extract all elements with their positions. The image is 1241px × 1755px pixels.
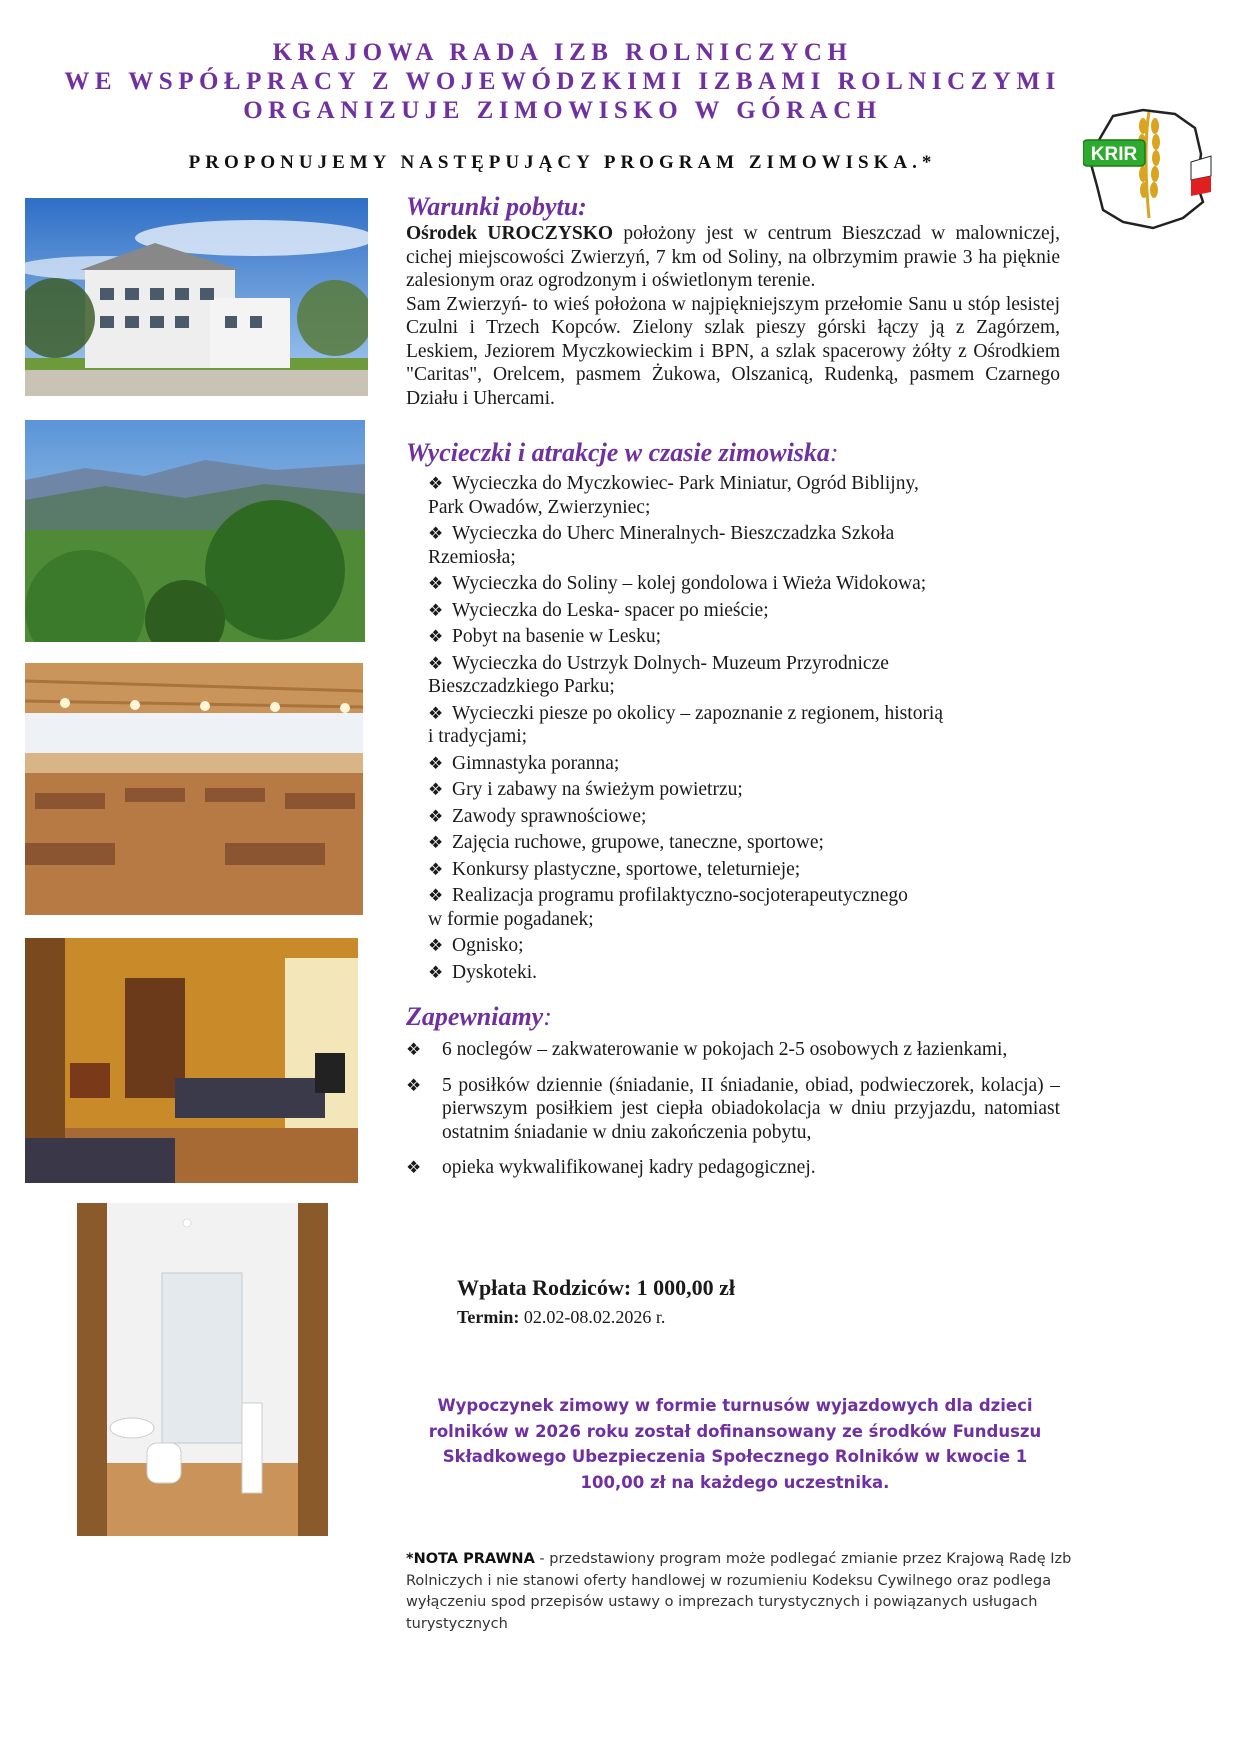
program-subtitle: PROPONUJEMY NASTĘPUJĄCY PROGRAM ZIMOWISKA.*: [188, 152, 937, 173]
parents-payment: Wpłata Rodziców: 1 000,00 zł: [457, 1275, 736, 1300]
trip-item: [406, 572, 1060, 596]
trip-item-text: Wycieczka do Soliny – kolej gondolowa i Wieża Widokowa;: [452, 573, 927, 594]
bullet-icon: ❖: [428, 627, 444, 646]
legal-label: *NOTA PRAWNA: [406, 1551, 535, 1567]
trip-item-text: Zawody sprawnościowe;: [452, 805, 647, 827]
legal-text: - przedstawiony program może podlegać zmianie przez Krajową Radę Izb Rolniczych i nie stanowi oferty handlowej w rozumieniu Kodeksu Cywilnego oraz podlega wyłączeniu spod przepisów ustawy o imprezach turystycznych i powiązanych usługach turystycznych: [406, 1551, 1072, 1632]
header-line-3: ORGANIZUJE ZIMOWISKO W GÓRACH: [243, 97, 882, 124]
bullet-icon: ❖: [428, 653, 444, 673]
trips-heading: [406, 438, 1060, 468]
trip-item: [406, 522, 1060, 569]
bullet-icon: ❖: [428, 962, 444, 982]
trip-item-text: Zajęcia ruchowe, grupowe, taneczne, sportowe;: [452, 832, 824, 853]
provide-heading-colon: :: [543, 1002, 552, 1031]
bullet-icon: ❖: [428, 753, 444, 773]
trip-item: [406, 625, 1060, 649]
krir-logo-graphic: [1083, 106, 1215, 236]
bullet-icon: ❖: [428, 859, 444, 879]
bullet-icon: ❖: [406, 1040, 422, 1059]
trip-item: [406, 778, 1060, 802]
conditions-paragraph-2: Sam Zwierzyń- to wieś położona w najpiękniejszym przełomie Sanu u stóp lesistej Czulni i Trzech Kopców. Zielony szlak pieszy górski łączy ją z Zagórzem, Leskiem, Jeziorem Myczkowieckim i BPN, a szlak spacerowy żółty z Ośrodkiem "Caritas", Orelcem, pasmem Żukowa, Olszanicą, Rudenką, pasmem Czarnego Działu i Uhercami.: [406, 293, 1060, 409]
trip-item-text: Realizacja programu profilaktyczno-socjoterapeutycznego: [452, 885, 908, 906]
term-label: Termin:: [457, 1307, 520, 1327]
bullet-icon: ❖: [428, 833, 444, 852]
trip-item-text-cont: Park Owadów, Zwierzyniec;: [428, 496, 651, 518]
trip-item-text: Dyskoteki.: [452, 961, 538, 983]
trip-item-text-cont: w formie pogadanek;: [428, 908, 594, 930]
bullet-icon: ❖: [406, 1075, 422, 1095]
trips-heading-colon: :: [829, 438, 839, 467]
provide-item: [406, 1038, 1060, 1062]
trip-item-text-cont: Rzemiosła;: [428, 546, 516, 568]
bullet-icon: ❖: [428, 574, 444, 593]
trip-item: [406, 884, 1060, 931]
provide-list: [406, 1038, 1060, 1180]
trip-item: [406, 599, 1060, 623]
conditions-paragraph-1: [406, 222, 1060, 293]
header-line-1: KRAJOWA RADA IZB ROLNICZYCH: [272, 39, 853, 66]
term-value: 02.02-08.02.2026 r.: [519, 1307, 666, 1327]
trip-item: [406, 805, 1060, 829]
trip-item: [406, 961, 1060, 985]
trip-item-text: Ognisko;: [452, 935, 524, 956]
trip-item: [406, 831, 1060, 855]
provide-item-text: 5 posiłków dziennie (śniadanie, II śniadanie, obiad, podwieczorek, kolacja) – pierwszym posiłkiem jest ciepła obiadokolacja w dniu przyjazdu, natomiast ostatnim śniadanie w dniu zakończenia pobytu,: [442, 1074, 1060, 1143]
provide-heading: [406, 1002, 1060, 1032]
provide-item: [406, 1074, 1060, 1145]
photo-dining-hall: [25, 663, 363, 915]
trips-heading-text: Wycieczki i atrakcje w czasie zimowiska: [406, 438, 830, 467]
trip-item-text: Konkursy plastyczne, sportowe, teleturnieje;: [452, 858, 801, 880]
main-content: [406, 192, 1060, 1192]
bullet-icon: ❖: [428, 600, 444, 620]
trip-item: [406, 858, 1060, 882]
photo-bathroom: [77, 1203, 328, 1536]
bullet-icon: ❖: [428, 886, 444, 905]
trip-item: [406, 934, 1060, 958]
center-name: Ośrodek UROCZYSKO: [406, 223, 614, 244]
trip-item-text-cont: i tradycjami;: [428, 726, 528, 747]
conditions-paragraph-1-text: położony jest w centrum Bieszczad w malowniczej, cichej miejscowości Zwierzyń, 7 km od Soliny, na olbrzymim prawie 3 ha pięknie zalesionym oraz ogrodzonym i oświetlonym terenie.: [406, 223, 1060, 291]
provide-heading-text: Zapewniamy: [406, 1002, 544, 1031]
header-line-2: WE WSPÓŁPRACY Z WOJEWÓDZKIMI IZBAMI ROLNICZYMI: [64, 68, 1061, 95]
bullet-icon: ❖: [428, 936, 444, 955]
provide-item-text: 6 noclegów – zakwaterowanie w pokojach 2-5 osobowych z łazienkami,: [442, 1039, 1008, 1060]
bullet-icon: ❖: [428, 703, 444, 723]
trip-item-text: Wycieczka do Myczkowiec- Park Miniatur, Ogród Biblijny,: [452, 473, 919, 494]
bullet-icon: ❖: [428, 524, 444, 543]
photo-mountain-view: [25, 420, 365, 642]
camp-term: [457, 1307, 665, 1328]
trip-item: [406, 752, 1060, 776]
conditions-heading: Warunki pobytu:: [406, 192, 587, 221]
bullet-icon: ❖: [406, 1158, 422, 1177]
krir-logo: [1083, 106, 1215, 236]
photo-bedroom: [25, 938, 358, 1183]
funding-note: Wypoczynek zimowy w formie turnusów wyjazdowych dla dzieci rolników w 2026 roku został dofinansowany ze środków Funduszu Składkowego Ubezpieczenia Społecznego Rolników w kwocie 1 100,00 zł na każdego uczestnika.: [428, 1396, 1042, 1492]
trip-item-text: Pobyt na basenie w Lesku;: [452, 626, 662, 647]
trips-list: [406, 472, 1060, 984]
bullet-icon: ❖: [428, 474, 444, 493]
provide-item: [406, 1156, 1060, 1180]
bullet-icon: ❖: [428, 780, 444, 799]
trip-item-text-cont: Bieszczadzkiego Parku;: [428, 676, 615, 697]
trip-item-text: Wycieczka do Uherc Mineralnych- Bieszczadzka Szkoła: [452, 523, 895, 544]
bullet-icon: ❖: [428, 806, 444, 826]
trip-item-text: Wycieczka do Ustrzyk Dolnych- Muzeum Przyrodnicze: [452, 652, 889, 674]
trip-item: [406, 652, 1060, 699]
photo-building-exterior: [25, 198, 368, 396]
trip-item: [406, 472, 1060, 519]
trip-item-text: Gry i zabawy na świeżym powietrzu;: [452, 779, 743, 800]
header: [0, 38, 1125, 125]
provide-item-text: opieka wykwalifikowanej kadry pedagogicznej.: [442, 1157, 816, 1178]
trip-item-text: Gimnastyka poranna;: [452, 752, 620, 774]
trip-item-text: Wycieczki piesze po okolicy – zapoznanie z regionem, historią: [452, 702, 944, 724]
legal-note: [406, 1549, 1086, 1635]
trip-item-text: Wycieczka do Leska- spacer po mieście;: [452, 599, 769, 621]
logo-text: KRIR: [1090, 144, 1138, 165]
trip-item: [406, 702, 1060, 749]
